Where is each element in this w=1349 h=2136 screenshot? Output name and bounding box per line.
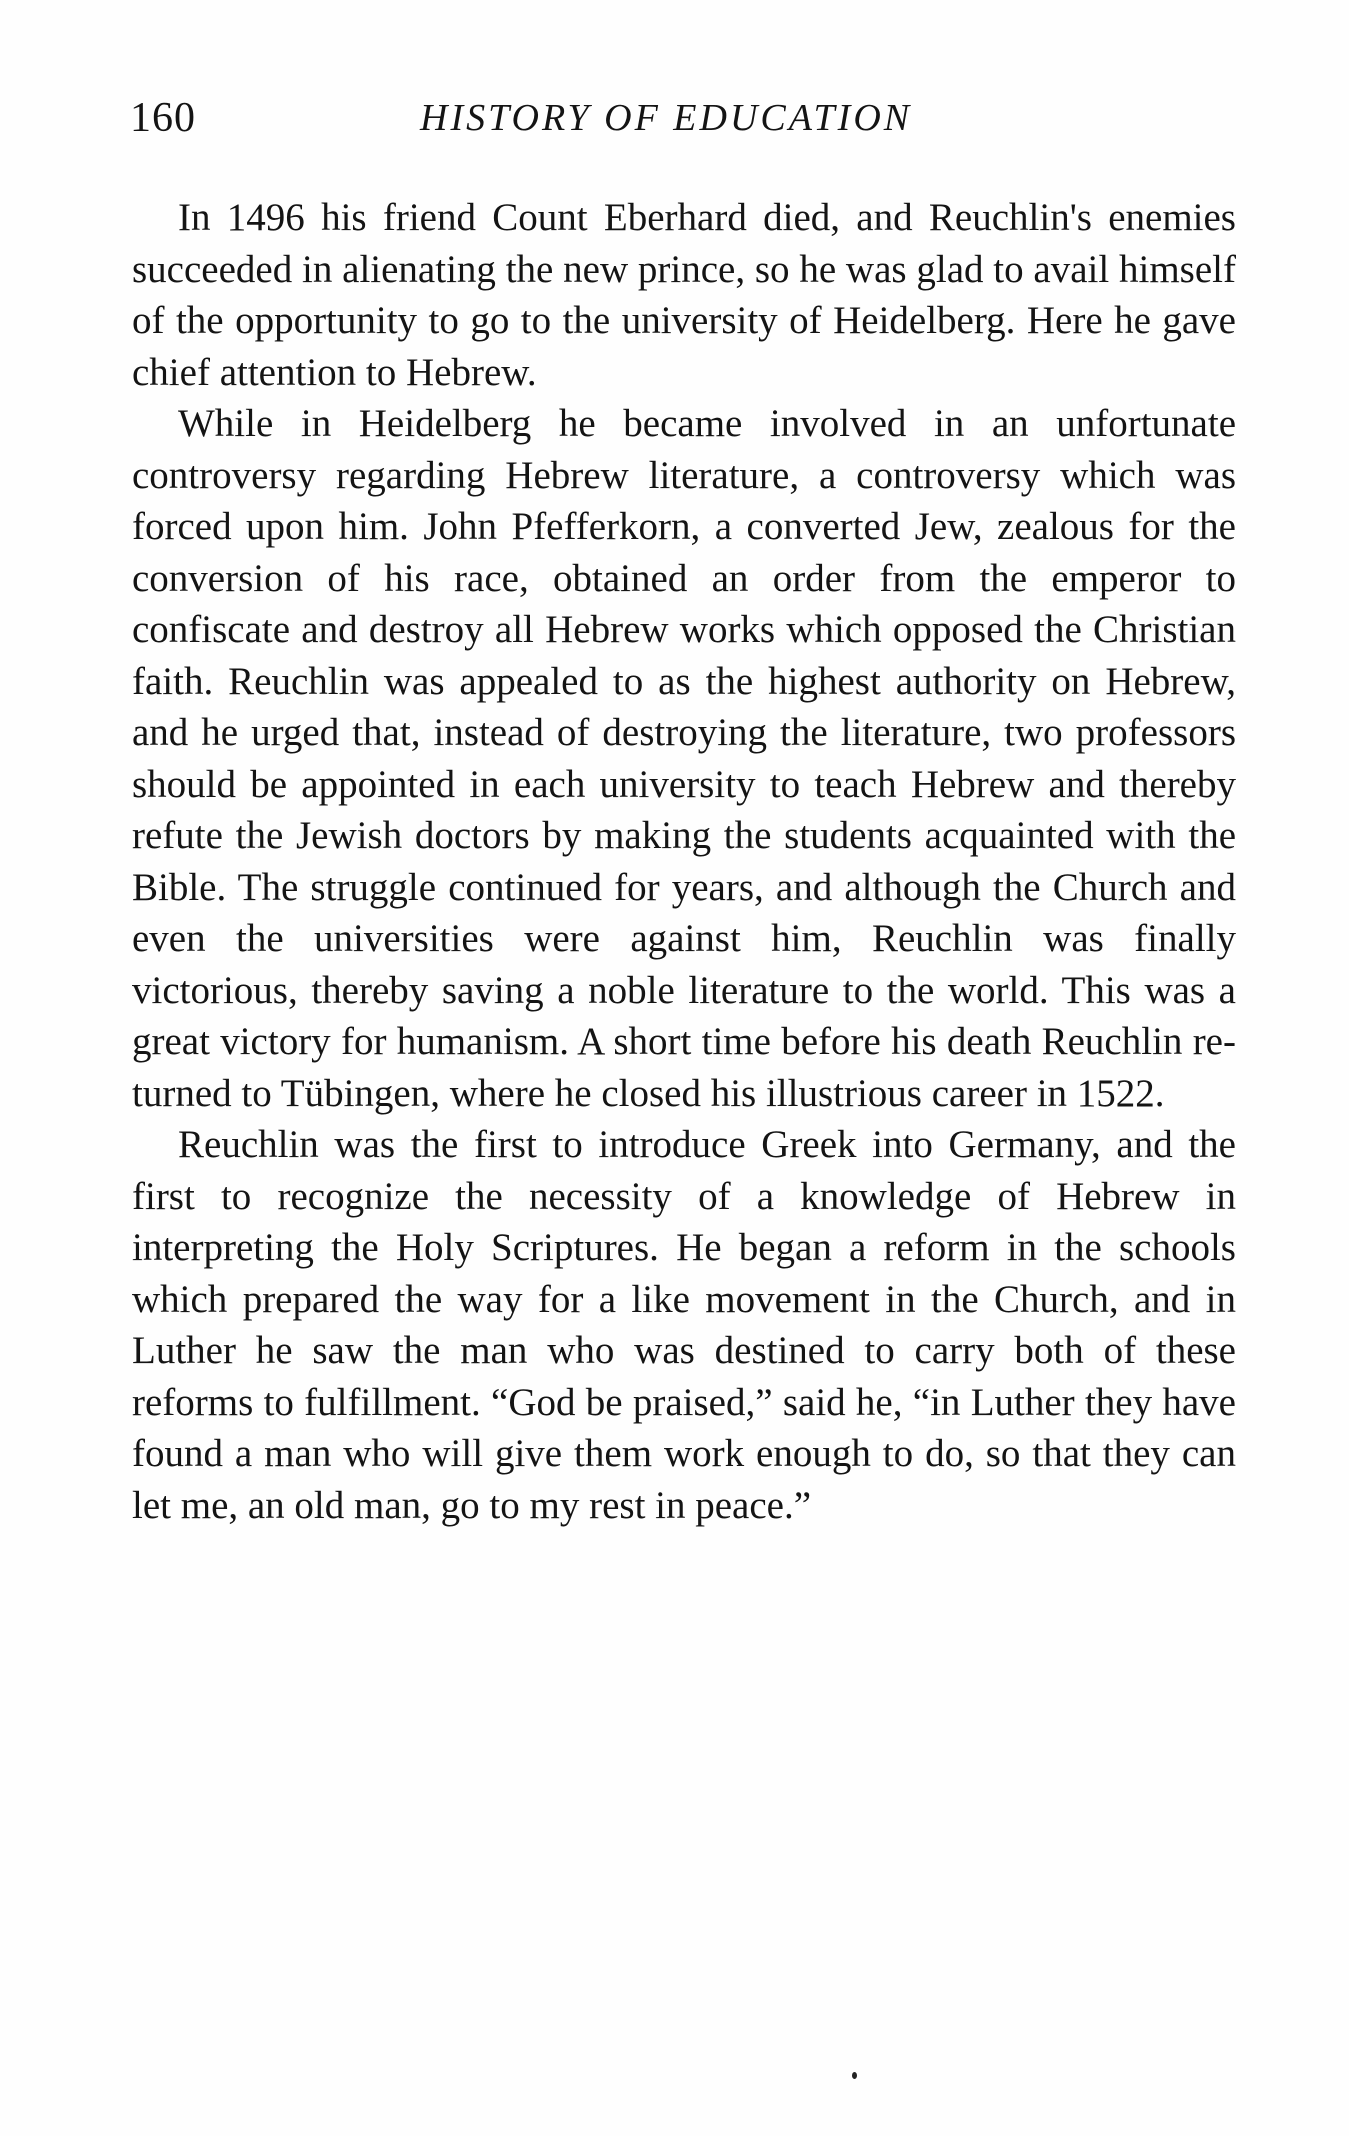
paragraph-1: In 1496 his friend Count Eberhard died, and Reuchlin's enemies succeeded in alienating the new prince, so he was glad to avail himself of the opportunity to go to the university of Heidelberg. Here he gave chief attention to Hebrew.	[132, 196, 1236, 394]
paragraph-3: Reuchlin was the first to introduce Greek into Germany, and the first to recognize the necessity of a knowledge of Hebrew in interpreting the Holy Scriptures. He began a reform in the schools which prepared the way for a like movement in the Church, and in Luther he saw the man who was destined to carry both of these reforms to fulfillment. “God be praised,” said he, “in Luther they have found a man who will give them work enough to do, so that they can let me, an old man, go to my rest in peace.”	[132, 1123, 1236, 1527]
body-text	[132, 192, 1236, 1531]
ink-speck	[852, 2072, 857, 2079]
paragraph-2: While in Heidelberg he became involved in an unfortunate controversy regarding Hebrew literature, a controversy which was forced upon him. John Pfefferkorn, a converted Jew, zealous for the conversion of his race, obtained an order from the emperor to confiscate and destroy all Hebrew works which opposed the Christian faith. Reuchlin was appealed to as the highest authority on Hebrew, and he urged that, instead of destroying the literature, two professors should be appointed in each university to teach Hebrew and thereby refute the Jewish doctors by making the students acquainted with the Bible. The struggle continued for years, and although the Church and even the universities were against him, Reuchlin was finally victorious, thereby saving a noble literature to the world. This was a great victory for humanism. A short time before his death Reuchlin returned to Tübingen, where he closed his illustrious career in 1522.	[132, 402, 1236, 1115]
page-number: 160	[130, 95, 196, 141]
running-title: HISTORY OF EDUCATION	[420, 97, 913, 139]
page-header	[130, 94, 1240, 154]
